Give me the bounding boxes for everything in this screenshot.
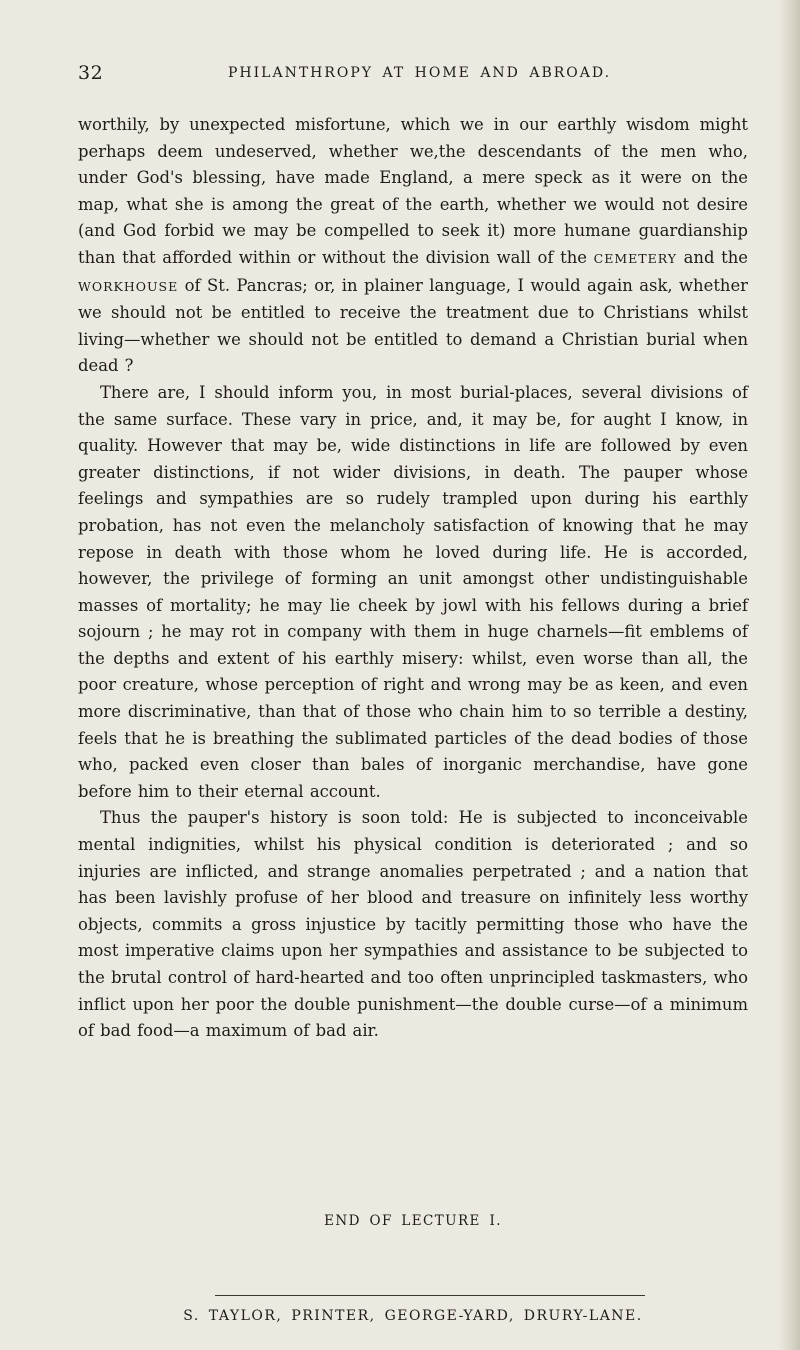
end-of-lecture-heading: END OF LECTURE I.	[324, 1213, 502, 1229]
imprint-rule	[215, 1295, 645, 1296]
page-header	[78, 62, 748, 92]
paragraph-3: Thus the pauper's history is soon told: He is subjected to inconceivable mental indignities, whilst his physical condition is deteriorated ; and so injuries are inflicted, and strange anomalies perpetrated ; and a nation that has been lavishly profuse of her blood and treasure on infinitely less worthy objects, commits a gross injustice by tacitly permitting those who have the most imperative claims upon her sympathies and assistance to be subjected to the brutal control of hard-hearted and too often unprincipled taskmasters, who inflict upon her poor the double punishment—the double curse—of a minimum of bad food—a maximum of bad air.	[78, 808, 748, 1041]
body-text	[78, 112, 748, 1045]
printer-imprint: S. TAYLOR, PRINTER, GEORGE-YARD, DRURY-LANE.	[183, 1308, 643, 1324]
page-edge-shadow	[778, 0, 800, 1350]
small-caps-workhouse: WORKHOUSE	[78, 278, 179, 294]
running-head: PHILANTHROPY AT HOME AND ABROAD.	[228, 65, 612, 81]
small-caps-cemetery: CEMETERY	[593, 250, 677, 266]
page-number: 32	[78, 62, 104, 84]
paragraph-2: There are, I should inform you, in most burial-places, several divisions of the same surface. These vary in price, and, it may be, for aught I know, in quality. However that may be, wide distinctions in life are followed by even greater distinctions, if not wider divisions, in death. The pauper whose feelings and sympathies are so rudely trampled upon during his earthly probation, has not even the melancholy satisfaction of knowing that he may repose in death with those whom he loved during life. He is accorded, however, the privilege of forming an unit amongst other undistinguishable masses of mortality; he may lie cheek by jowl with his fellows during a brief sojourn ; he may rot in company with them in huge charnels—fit emblems of the depths and extent of his earthly misery: whilst, even worse than all, the poor creature, whose perception of right and wrong may be as keen, and even more discriminative, than that of those who chain him to so terrible a destiny, feels that he is breathing the sublimated particles of the dead bodies of those who, packed even closer than bales of inorganic merchandise, have gone before him to their eternal account.	[78, 382, 748, 801]
paragraph-1: worthily, by unexpected misfortune, which we in our earthly wisdom might perhaps deem undeserved, whether we,the descendants of the men who, under God's blessing, have made England, a mere speck as it were on the map, what she is among the great of the earth, whether we would not desire (and God forbid we may be compelled to seek it) more humane guardianship than that afforded within or without the division wall of the CEMETERY and the WORKHOUSE of St. Pancras; or, in plainer language, I would again ask, whether we should not be entitled to receive the treatment due to Christians whilst living—whether we should not be entitled to demand a Christian burial when dead ?	[78, 115, 748, 376]
